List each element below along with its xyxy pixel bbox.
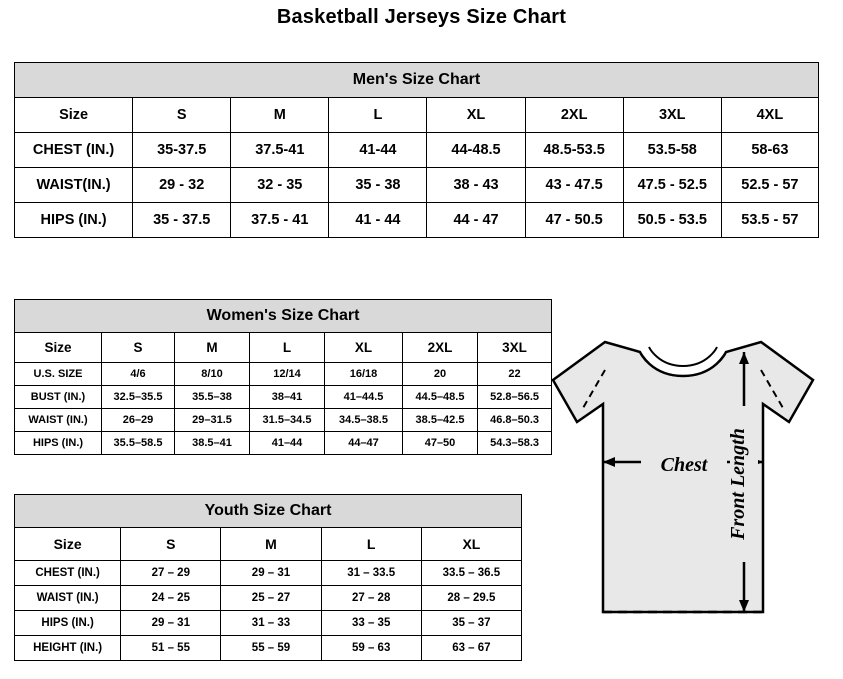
table-row (15, 203, 819, 238)
youth-chest-m: 29 – 31 (221, 561, 321, 586)
youth-chest-xl: 33.5 – 36.5 (421, 561, 521, 586)
youth-waist-xl: 28 – 29.5 (421, 586, 521, 611)
womens-ussize-s: 4/6 (102, 363, 175, 386)
jersey-measurement-diagram (545, 330, 837, 675)
womens-bust-2xl: 44.5–48.5 (403, 386, 478, 409)
mens-col-4xl: 4XL (721, 98, 818, 133)
womens-col-s: S (102, 333, 175, 363)
mens-hips-m: 37.5 - 41 (231, 203, 329, 238)
youth-row-label-chest: CHEST (IN.) (15, 561, 121, 586)
womens-row-label-waist: WAIST (IN.) (15, 409, 102, 432)
youth-height-xl: 63 – 67 (421, 636, 521, 661)
womens-chart-caption-row (15, 300, 552, 333)
mens-row-label-waist: WAIST(IN.) (15, 168, 133, 203)
youth-hips-xl: 35 – 37 (421, 611, 521, 636)
youth-chart-caption-row (15, 495, 522, 528)
youth-header-row (15, 528, 522, 561)
mens-hips-xl: 44 - 47 (427, 203, 525, 238)
mens-waist-s: 29 - 32 (133, 168, 231, 203)
youth-chest-s: 27 – 29 (121, 561, 221, 586)
youth-col-s: S (121, 528, 221, 561)
youth-chart-caption: Youth Size Chart (15, 495, 522, 528)
youth-col-size: Size (15, 528, 121, 561)
mens-col-3xl: 3XL (623, 98, 721, 133)
youth-row-label-waist: WAIST (IN.) (15, 586, 121, 611)
womens-waist-l: 31.5–34.5 (250, 409, 325, 432)
youth-waist-s: 24 – 25 (121, 586, 221, 611)
womens-hips-s: 35.5–58.5 (102, 432, 175, 455)
womens-ussize-m: 8/10 (175, 363, 250, 386)
womens-ussize-3xl: 22 (478, 363, 552, 386)
table-row (15, 409, 552, 432)
mens-col-size: Size (15, 98, 133, 133)
youth-row-label-hips: HIPS (IN.) (15, 611, 121, 636)
youth-height-m: 55 – 59 (221, 636, 321, 661)
table-row (15, 586, 522, 611)
youth-hips-l: 33 – 35 (321, 611, 421, 636)
mens-col-s: S (133, 98, 231, 133)
womens-col-l: L (250, 333, 325, 363)
mens-waist-3xl: 47.5 - 52.5 (623, 168, 721, 203)
mens-hips-4xl: 53.5 - 57 (721, 203, 818, 238)
womens-hips-xl: 44–47 (325, 432, 403, 455)
womens-header-row (15, 333, 552, 363)
mens-hips-3xl: 50.5 - 53.5 (623, 203, 721, 238)
womens-bust-xl: 41–44.5 (325, 386, 403, 409)
mens-chest-s: 35-37.5 (133, 133, 231, 168)
table-row (15, 133, 819, 168)
womens-row-label-bust: BUST (IN.) (15, 386, 102, 409)
womens-bust-l: 38–41 (250, 386, 325, 409)
womens-ussize-l: 12/14 (250, 363, 325, 386)
womens-col-2xl: 2XL (403, 333, 478, 363)
womens-waist-m: 29–31.5 (175, 409, 250, 432)
womens-waist-2xl: 38.5–42.5 (403, 409, 478, 432)
shirt-body-outline (553, 342, 813, 612)
mens-col-m: M (231, 98, 329, 133)
chest-label: Chest (660, 454, 708, 476)
front-length-label: Front Length (727, 428, 749, 540)
mens-col-2xl: 2XL (525, 98, 623, 133)
youth-row-label-height: HEIGHT (IN.) (15, 636, 121, 661)
womens-col-3xl: 3XL (478, 333, 552, 363)
youth-waist-l: 27 – 28 (321, 586, 421, 611)
mens-waist-4xl: 52.5 - 57 (721, 168, 818, 203)
page-title: Basketball Jerseys Size Chart (276, 6, 567, 28)
mens-waist-2xl: 43 - 47.5 (525, 168, 623, 203)
table-row (15, 561, 522, 586)
womens-bust-m: 35.5–38 (175, 386, 250, 409)
youth-height-l: 59 – 63 (321, 636, 421, 661)
mens-size-chart-table (14, 62, 819, 238)
womens-chart-caption: Women's Size Chart (15, 300, 552, 333)
youth-hips-s: 29 – 31 (121, 611, 221, 636)
womens-ussize-xl: 16/18 (325, 363, 403, 386)
mens-header-row (15, 98, 819, 133)
mens-waist-m: 32 - 35 (231, 168, 329, 203)
womens-col-size: Size (15, 333, 102, 363)
youth-col-xl: XL (421, 528, 521, 561)
table-row (15, 432, 552, 455)
mens-waist-xl: 38 - 43 (427, 168, 525, 203)
mens-chest-xl: 44-48.5 (427, 133, 525, 168)
table-row (15, 611, 522, 636)
youth-size-chart-table (14, 494, 522, 661)
womens-col-m: M (175, 333, 250, 363)
womens-ussize-2xl: 20 (403, 363, 478, 386)
mens-hips-s: 35 - 37.5 (133, 203, 231, 238)
womens-waist-xl: 34.5–38.5 (325, 409, 403, 432)
womens-bust-3xl: 52.8–56.5 (478, 386, 552, 409)
mens-row-label-chest: CHEST (IN.) (15, 133, 133, 168)
womens-row-label-us-size: U.S. SIZE (15, 363, 102, 386)
mens-col-xl: XL (427, 98, 525, 133)
youth-height-s: 51 – 55 (121, 636, 221, 661)
mens-chest-l: 41-44 (329, 133, 427, 168)
youth-chest-l: 31 – 33.5 (321, 561, 421, 586)
youth-col-l: L (321, 528, 421, 561)
mens-hips-2xl: 47 - 50.5 (525, 203, 623, 238)
mens-chest-2xl: 48.5-53.5 (525, 133, 623, 168)
mens-hips-l: 41 - 44 (329, 203, 427, 238)
mens-row-label-hips: HIPS (IN.) (15, 203, 133, 238)
womens-hips-l: 41–44 (250, 432, 325, 455)
womens-hips-3xl: 54.3–58.3 (478, 432, 552, 455)
mens-waist-l: 35 - 38 (329, 168, 427, 203)
table-row (15, 386, 552, 409)
table-row (15, 636, 522, 661)
collar-outer-line (649, 347, 717, 366)
youth-hips-m: 31 – 33 (221, 611, 321, 636)
womens-hips-2xl: 47–50 (403, 432, 478, 455)
womens-waist-3xl: 46.8–50.3 (478, 409, 552, 432)
womens-bust-s: 32.5–35.5 (102, 386, 175, 409)
mens-chart-caption-row (15, 63, 819, 98)
womens-size-chart-table (14, 299, 552, 455)
mens-chest-m: 37.5-41 (231, 133, 329, 168)
womens-row-label-hips: HIPS (IN.) (15, 432, 102, 455)
mens-chest-4xl: 58-63 (721, 133, 818, 168)
mens-chart-caption: Men's Size Chart (15, 63, 819, 98)
youth-col-m: M (221, 528, 321, 561)
mens-chest-3xl: 53.5-58 (623, 133, 721, 168)
womens-col-xl: XL (325, 333, 403, 363)
womens-waist-s: 26–29 (102, 409, 175, 432)
table-row (15, 363, 552, 386)
youth-waist-m: 25 – 27 (221, 586, 321, 611)
mens-col-l: L (329, 98, 427, 133)
table-row (15, 168, 819, 203)
womens-hips-m: 38.5–41 (175, 432, 250, 455)
